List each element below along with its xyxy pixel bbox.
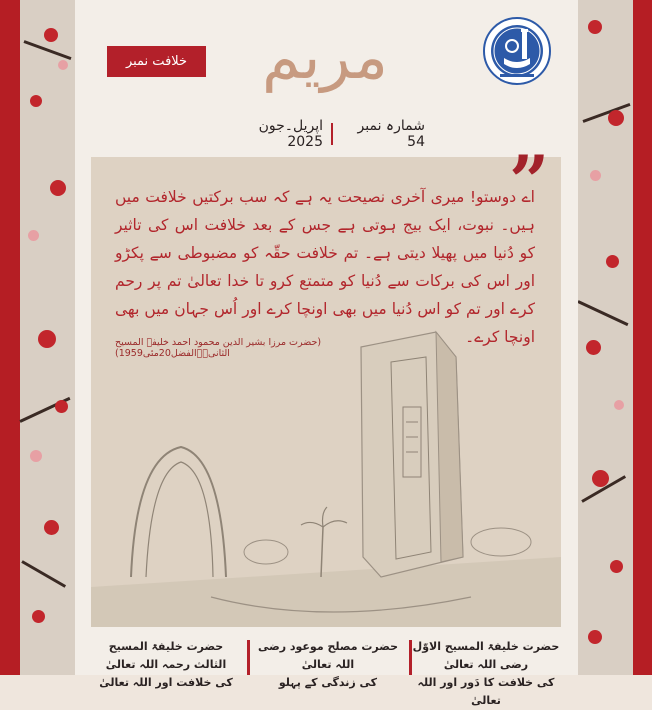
logo-emblem bbox=[482, 16, 552, 86]
right-decorative-border bbox=[578, 0, 652, 675]
contents-item[interactable] bbox=[411, 638, 561, 707]
issue-number: شمارہ نمبر 54 bbox=[357, 118, 425, 150]
quote-source: (حضرت مرزا بشیر الدین محمود احمد خلیفۃ المسیح الثانیؓ۔الفضل20مئی1959) bbox=[115, 337, 322, 359]
contents-subtext: کی زندگی کے پہلو bbox=[278, 676, 378, 689]
masthead-title: مریم bbox=[262, 20, 388, 93]
quote-mark-icon: ” bbox=[509, 140, 550, 223]
special-issue-label: خلافت نمبر bbox=[125, 54, 188, 69]
special-issue-badge bbox=[107, 46, 206, 77]
issue-info bbox=[225, 118, 425, 150]
contents-subtext: کی خلافت اور اللہ تعالیٰ bbox=[99, 676, 233, 689]
feature-illustration bbox=[91, 140, 561, 627]
column-divider bbox=[409, 640, 412, 675]
contents-subtext: کی خلافت کا دَور اور اللہ تعالیٰ bbox=[417, 676, 555, 707]
column-divider bbox=[247, 640, 250, 675]
contents-heading: حضرت خلیفۃ المسیح الاوّل رضی اللہ تعالیٰ bbox=[412, 640, 560, 671]
issue-separator bbox=[331, 123, 333, 145]
contents-item[interactable] bbox=[253, 638, 403, 689]
magazine-cover bbox=[75, 0, 578, 707]
issue-date: اپریل۔جون 2025 bbox=[258, 118, 323, 150]
quote-text: اے دوستو! میری آخری نصیحت یہ ہے کہ سب برکتیں خلافت میں ہیں۔ نبوت، ایک بیج ہوتی ہے جس کے بعد خلافت اس کی تاثیر کو دُنیا میں پھیلا دیتی ہے۔ تم خلافت حقّہ کو مضبوطی سے پکڑو اور اس کی برکات سے دُنیا کو متمتع کرو تا خدا تعالیٰ تم پر رحم کرے اور تم کو اس دُنیا میں بھی اونچا کرے اور اُس جہان میں بھی اونچا کرے۔ bbox=[115, 188, 535, 346]
contents-item[interactable] bbox=[91, 638, 241, 689]
contents-columns bbox=[91, 638, 561, 707]
masthead bbox=[240, 2, 410, 112]
contents-heading: حضرت خلیفۃ المسیح الثالث رحمہ اللہ تعالیٰ bbox=[105, 640, 227, 671]
left-decorative-border bbox=[0, 0, 75, 675]
emblem-icon bbox=[482, 16, 552, 86]
contents-heading: حضرت مصلح موعود رضی اللہ تعالیٰ bbox=[257, 640, 399, 671]
